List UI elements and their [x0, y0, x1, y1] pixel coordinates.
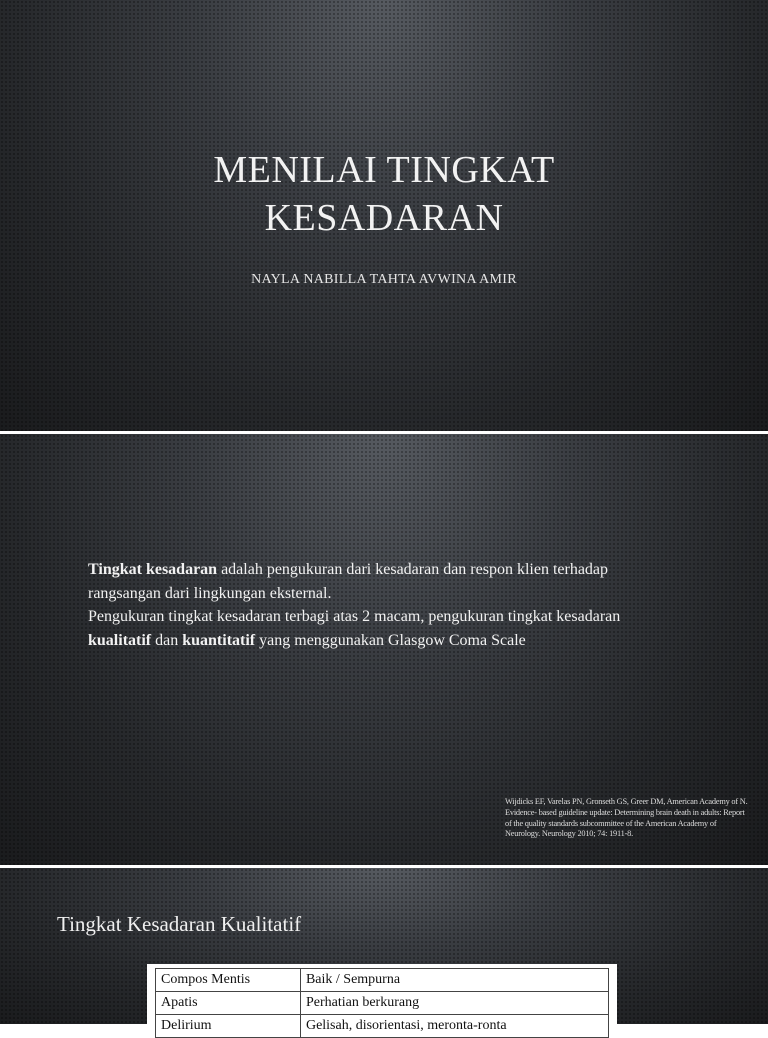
qualitative-slide: [0, 868, 768, 1033]
table-cell-term: Compos Mentis: [156, 969, 301, 992]
table-cell-desc: Perhatian berkurang: [300, 992, 608, 1015]
term-kuantitatif: kuantitatif: [182, 631, 256, 649]
section-title: Tingkat Kesadaran Kualitatif: [57, 912, 302, 936]
table-cell-term: Apatis: [156, 992, 301, 1015]
table-cell-term: Delirium: [156, 1015, 301, 1038]
definition-text: [88, 558, 628, 652]
slide-title: MENILAI TINGKAT KESADARAN: [213, 149, 555, 239]
qualitative-table: [147, 964, 617, 1034]
table-row: [156, 969, 609, 992]
author-name: NAYLA NABILLA TAHTA AVWINA AMIR: [251, 272, 517, 287]
definition-paragraph-2: Pengukuran tingkat kesadaran terbagi atas 2 macam, pengukuran tingkat kesadaran kualitatif dan kuantitatif yang menggunakan Glasgow Coma Scale: [88, 608, 621, 649]
table-row: [156, 1015, 609, 1038]
term-kualitatif: kualitatif: [88, 631, 152, 649]
citation-text: Wijdicks EF, Varelas PN, Gronseth GS, Greer DM, American Academy of N. Evidence- based guideline update: Determining brain death in adults: Report of the quality standards subcommittee of the American Academy of Neurology. Neurology 2010; 74: 1911-8.: [505, 797, 748, 839]
table-cell-desc: Baik / Sempurna: [300, 969, 608, 992]
definition-paragraph-1: Tingkat kesadaran adalah pengukuran dari kesadaran dan respon klien terhadap rangsangan dari lingkungan eksternal.: [88, 561, 609, 602]
title-slide: [0, 0, 768, 431]
table-row: [156, 992, 609, 1015]
definition-slide: [0, 434, 768, 865]
term-tingkat-kesadaran: Tingkat kesadaran: [88, 561, 218, 578]
table-cell-desc: Gelisah, disorientasi, meronta-ronta: [300, 1015, 608, 1038]
